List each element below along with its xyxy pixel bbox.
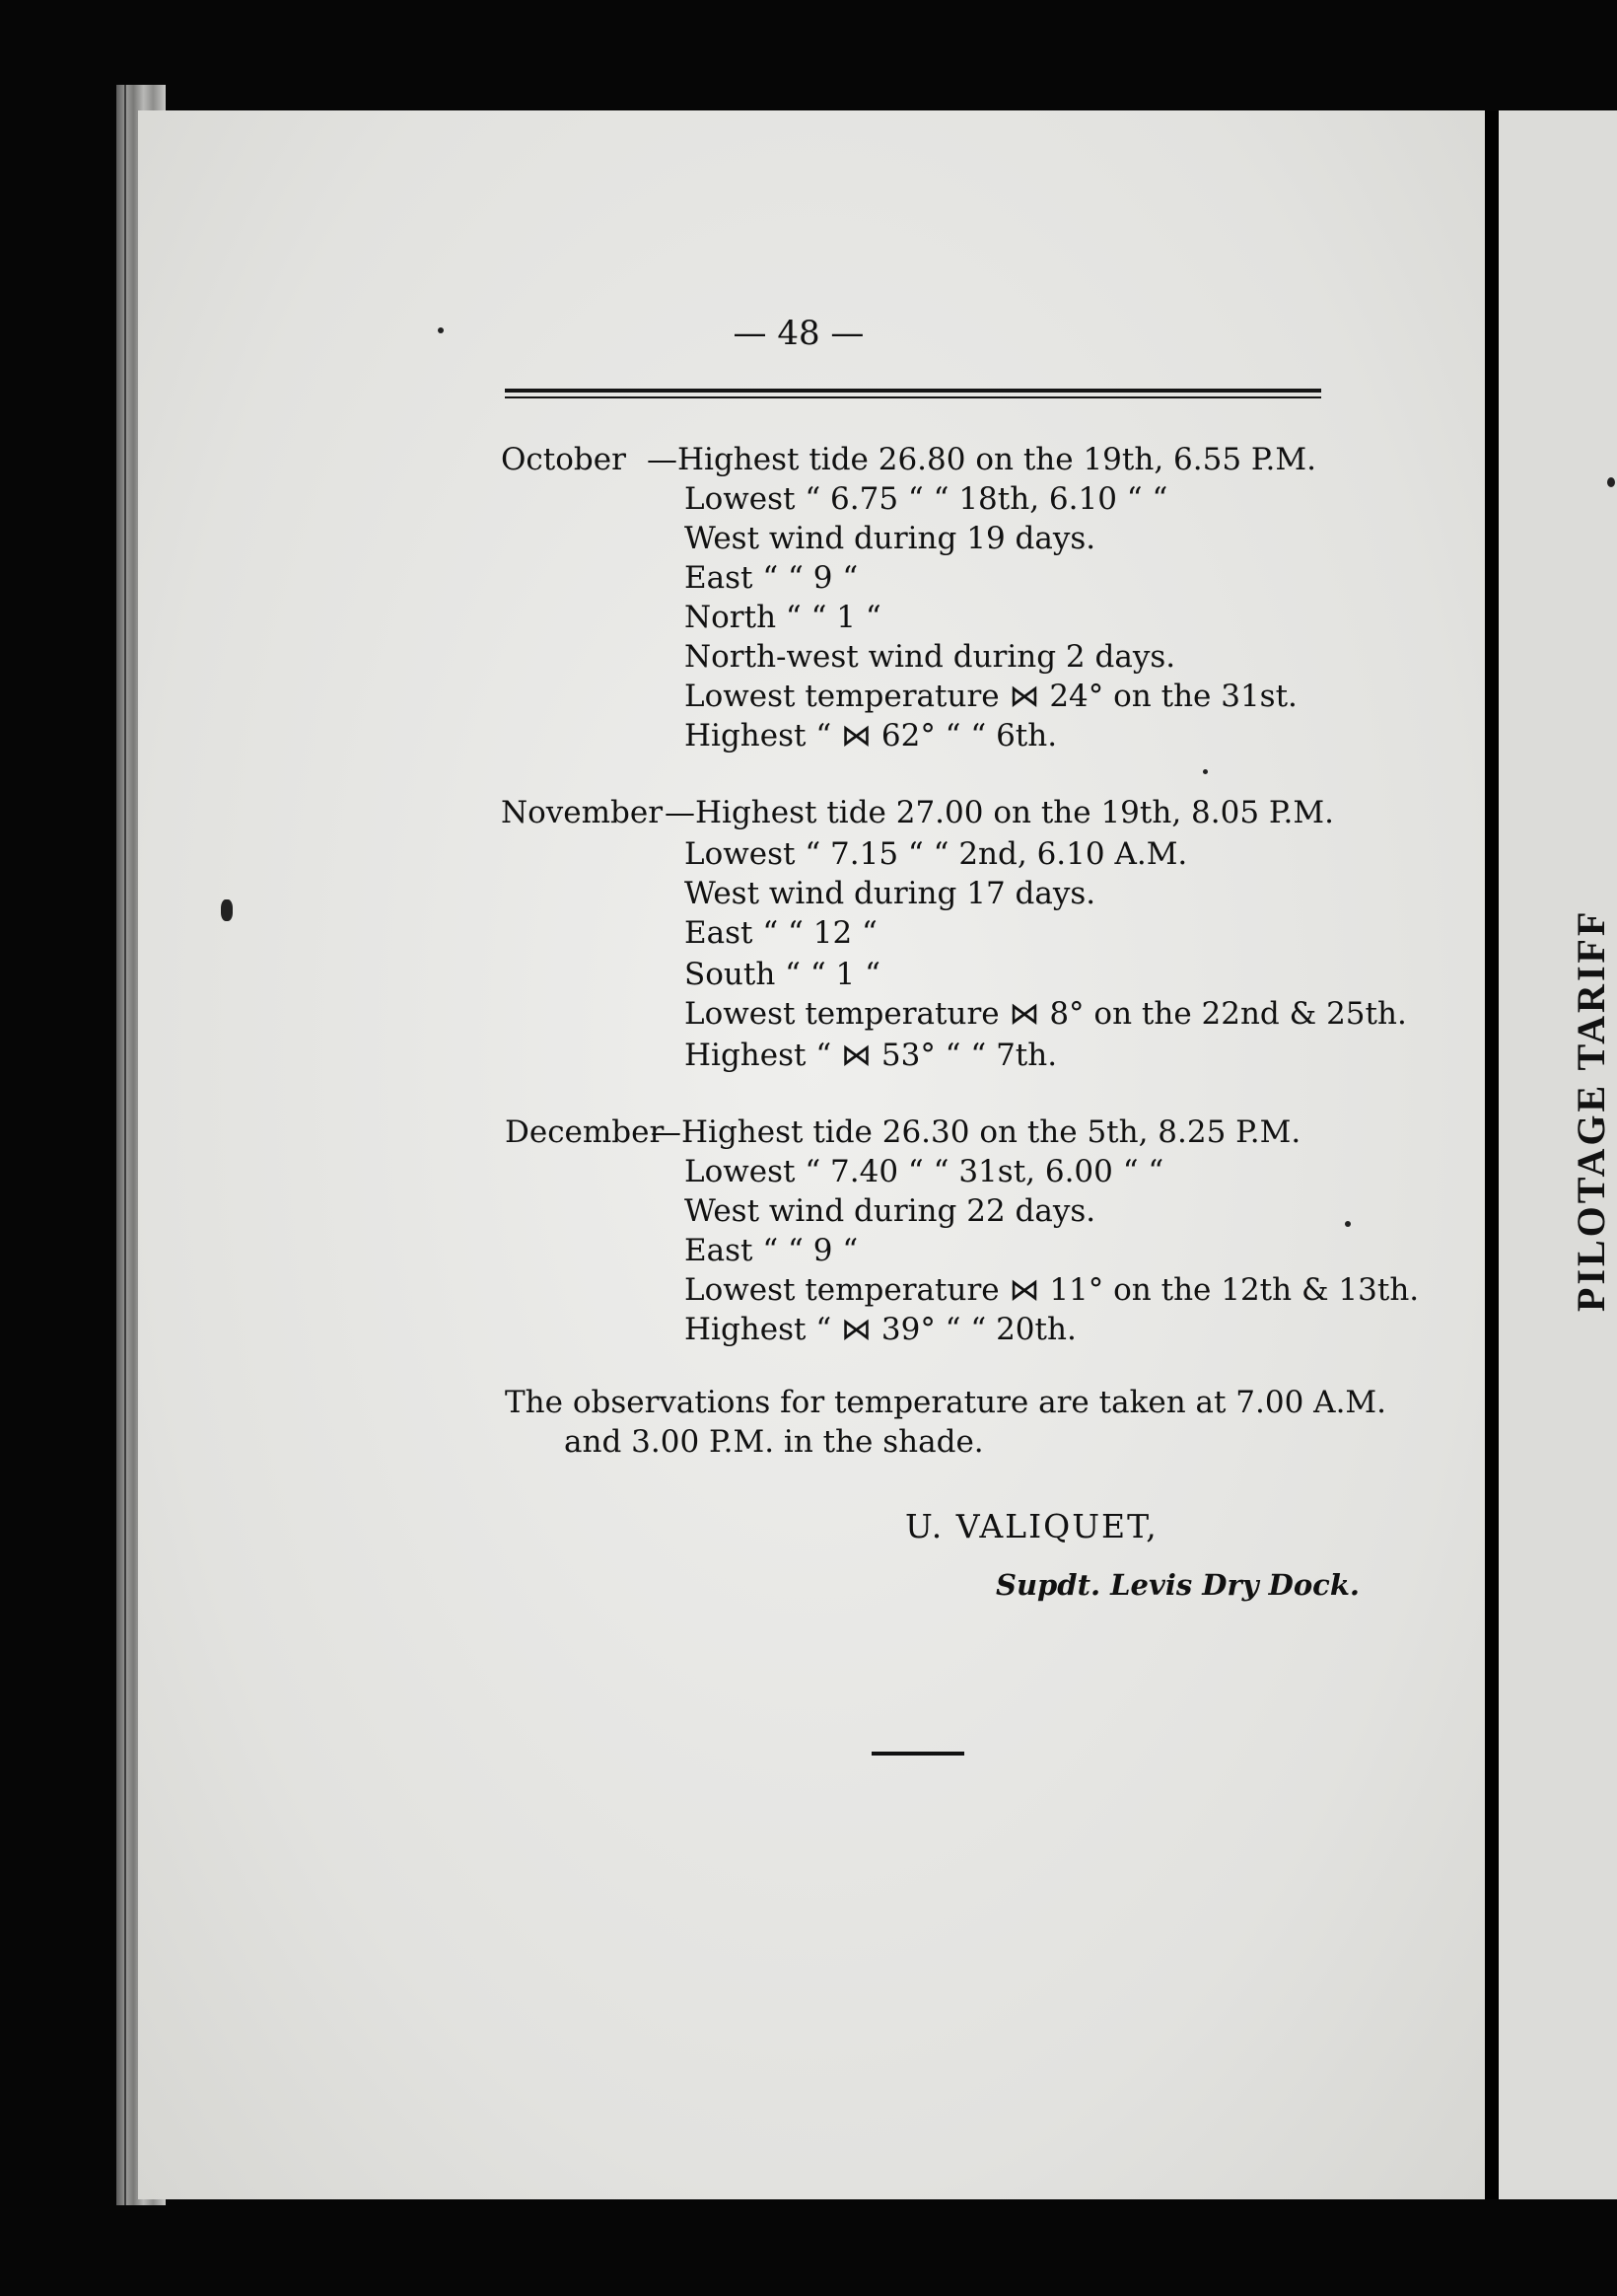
signature-name: U. VALIQUET, (905, 1507, 1159, 1545)
october-line-1: —Highest tide 26.80 on the 19th, 6.55 P.M. (647, 442, 1316, 477)
page-number: — 48 — (733, 314, 865, 353)
october-line-7: Lowest temperature ⋈ 24° on the 31st. (684, 679, 1298, 714)
page-gutter (1485, 110, 1499, 2199)
december-line-1: —Highest tide 26.30 on the 5th, 8.25 P.M. (651, 1114, 1301, 1150)
december-line-6: Highest “ ⋈ 39° “ “ 20th. (684, 1312, 1077, 1347)
november-line-5: South “ “ 1 “ (684, 957, 880, 992)
month-label-december: December (505, 1114, 665, 1150)
november-line-4: East “ “ 12 “ (684, 915, 878, 951)
december-line-4: East “ “ 9 “ (684, 1233, 859, 1268)
signatory-title: Supdt. Levis Dry Dock. (996, 1568, 1361, 1602)
adjacent-page-running-title: PILOTAGE TARIFF (1569, 908, 1613, 1312)
scan-speck (221, 899, 233, 921)
october-line-4: East “ “ 9 “ (684, 560, 859, 596)
november-line-6: Lowest temperature ⋈ 8° on the 22nd & 25th. (684, 996, 1407, 1032)
scan-speck (1607, 477, 1615, 487)
october-line-5: North “ “ 1 “ (684, 600, 881, 635)
observation-note-line-1: The observations for temperature are taken at 7.00 A.M. (505, 1385, 1387, 1420)
december-line-5: Lowest temperature ⋈ 11° on the 12th & 13th. (684, 1272, 1420, 1308)
scan-speck (1345, 1221, 1351, 1227)
december-line-2: Lowest “ 7.40 “ “ 31st, 6.00 “ “ (684, 1154, 1164, 1189)
october-line-8: Highest “ ⋈ 62° “ “ 6th. (684, 718, 1058, 753)
month-label-october: October (501, 442, 626, 477)
december-line-3: West wind during 22 days. (684, 1193, 1096, 1229)
scan-speck (438, 327, 444, 333)
header-double-rule-top (505, 389, 1321, 393)
october-line-2: Lowest “ 6.75 “ “ 18th, 6.10 “ “ (684, 481, 1168, 517)
end-rule (872, 1752, 964, 1756)
scan-speck (1203, 769, 1208, 774)
november-line-7: Highest “ ⋈ 53° “ “ 7th. (684, 1038, 1058, 1073)
header-double-rule-bottom (505, 396, 1321, 398)
november-line-3: West wind during 17 days. (684, 876, 1096, 911)
month-label-november: November (501, 795, 664, 830)
observation-note-line-2: and 3.00 P.M. in the shade. (564, 1424, 984, 1460)
november-line-1: —Highest tide 27.00 on the 19th, 8.05 P.M. (665, 795, 1334, 830)
november-line-2: Lowest “ 7.15 “ “ 2nd, 6.10 A.M. (684, 836, 1188, 872)
october-line-6: North-west wind during 2 days. (684, 639, 1176, 675)
october-line-3: West wind during 19 days. (684, 521, 1096, 556)
